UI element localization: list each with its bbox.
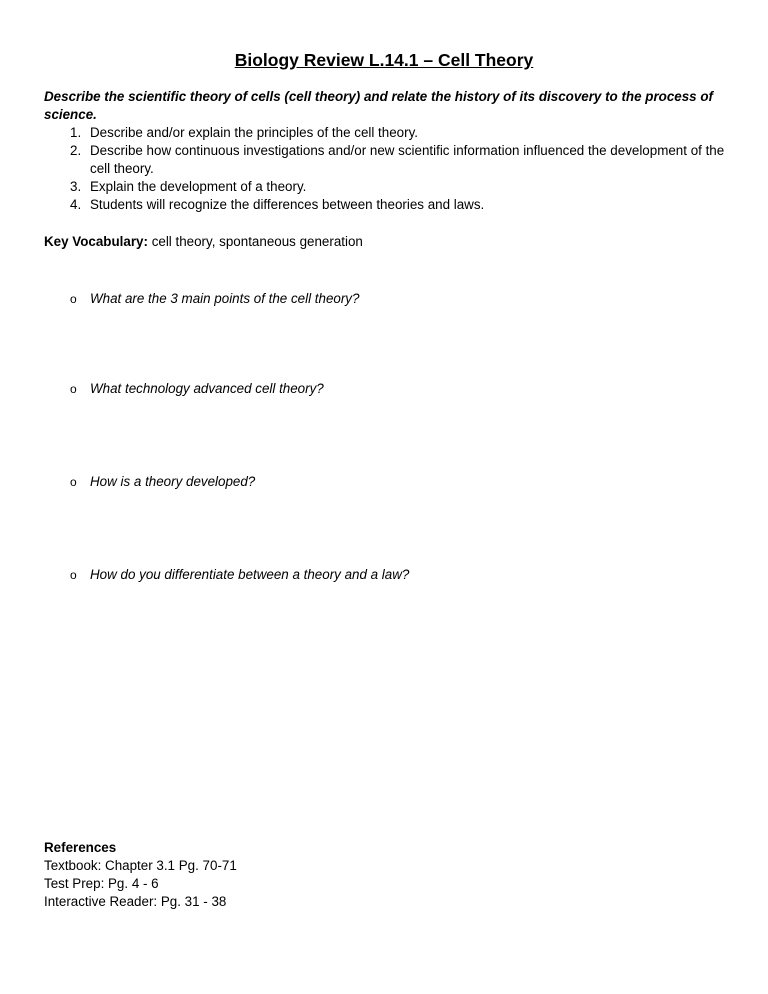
objective-number: 1. xyxy=(70,125,82,140)
objective-text: Describe and/or explain the principles of the cell theory. xyxy=(90,125,418,140)
question-text: How do you differentiate between a theory and a law? xyxy=(90,567,410,582)
objective-number: 3. xyxy=(70,179,82,194)
reference-item: Test Prep: Pg. 4 - 6 xyxy=(44,876,159,891)
references-heading: References xyxy=(44,840,117,855)
objective-item xyxy=(44,196,734,214)
objective-text: Students will recognize the differences between theories and laws. xyxy=(90,197,485,212)
question-text: How is a theory developed? xyxy=(90,474,256,489)
question-text: What are the 3 main points of the cell theory? xyxy=(90,291,360,306)
question-text: What technology advanced cell theory? xyxy=(90,381,324,396)
objective-item xyxy=(44,124,734,142)
objectives-list xyxy=(44,124,734,214)
question-item xyxy=(70,566,730,584)
objective-text: Explain the development of a theory. xyxy=(90,179,307,194)
circle-bullet-icon: o xyxy=(70,292,77,306)
key-vocabulary xyxy=(44,233,734,251)
learning-objective: Describe the scientific theory of cells (cell theory) and relate the history of its discovery to the process of science. xyxy=(44,89,713,122)
objective-item xyxy=(44,178,734,196)
question-item xyxy=(70,380,730,398)
vocabulary-label: Key Vocabulary: xyxy=(44,234,148,249)
objective-item xyxy=(44,142,734,178)
vocabulary-terms: cell theory, spontaneous generation xyxy=(151,234,363,249)
circle-bullet-icon: o xyxy=(70,382,77,396)
references-section xyxy=(44,839,734,911)
question-item xyxy=(70,473,730,491)
circle-bullet-icon: o xyxy=(70,568,77,582)
objective-text: Describe how continuous investigations and/or new scientific information influenced the development of the cell theory. xyxy=(90,143,725,176)
reference-item: Textbook: Chapter 3.1 Pg. 70-71 xyxy=(44,858,237,873)
question-item xyxy=(70,290,730,308)
circle-bullet-icon: o xyxy=(70,475,77,489)
objective-number: 2. xyxy=(70,143,82,158)
objective-number: 4. xyxy=(70,197,82,212)
reference-item: Interactive Reader: Pg. 31 - 38 xyxy=(44,894,227,909)
page-title: Biology Review L.14.1 – Cell Theory xyxy=(234,50,534,70)
